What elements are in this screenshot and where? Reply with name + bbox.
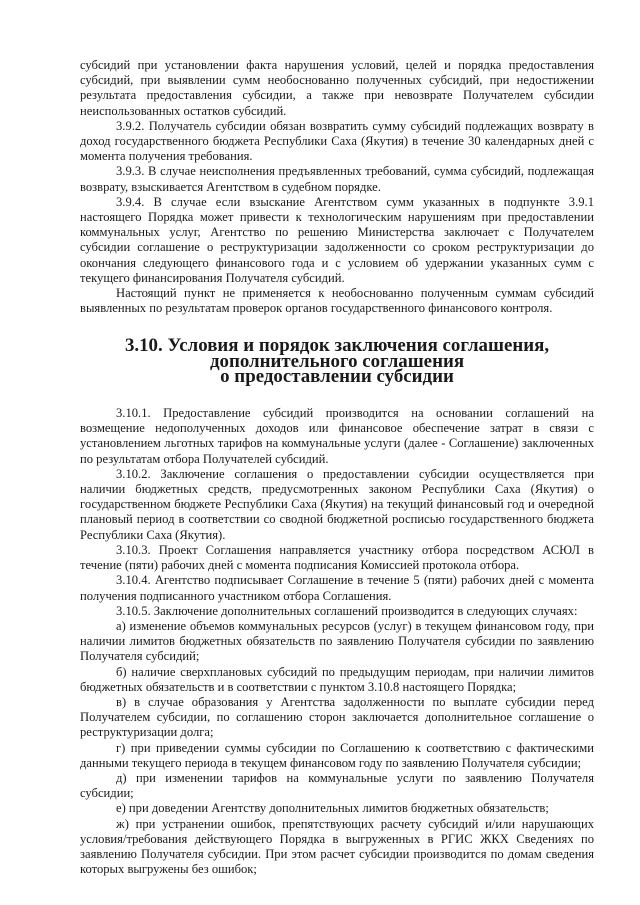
list-item-v: в) в случае образования у Агентства задолженности по выплате субсидии перед Получателем субсидии, по соглашению сторон заключается дополнительное соглашение о реструктуризации долга; [80,694,594,740]
paragraph-3-10-3: 3.10.3. Проект Соглашения направляется участнику отбора посредством АСЮЛ в течение (пяти) рабочих дней с момента подписания Комиссией протокола отбора. [80,542,594,573]
list-item-g: г) при приведении суммы субсидии по Соглашению к соответствию с фактическими данными текущего периода в текущем финансовом году по заявлению Получателя субсидии; [80,740,594,770]
section-3-10 [80,406,594,877]
list-item-a: а) изменение объемов коммунальных ресурсов (услуг) в текущем финансовом году, при наличии лимитов бюджетных обязательств по заявлению Получателя субсидии по заявлению Получателя субсидий; [80,618,594,664]
paragraph-3-10-4: 3.10.4. Агентство подписывает Соглашение в течение 5 (пяти) рабочих дней с момента получения подписанного участником отбора Соглашения. [80,573,594,603]
paragraph-3-9-2: 3.9.2. Получатель субсидии обязан возвратить сумму субсидий подлежащих возврату в доход государственного бюджета Республики Саха (Якутия) в течение 30 календарных дней с момента получения требования. [80,118,594,164]
paragraph-3-9-1-tail: субсидий при установлении факта нарушения условий, целей и порядка предоставления субсидий, при выявлении сумм необоснованно полученных субсидий, при недостижении результата предоставления субсидии, а также при невозврате Получателем субсидии неиспользованных остатков субсидий. [80,58,594,118]
paragraph-3-10-5: 3.10.5. Заключение дополнительных соглашений производится в следующих случаях: [116,603,578,618]
section-heading-3-10 [80,335,594,387]
section-3-9-continuation [80,58,594,316]
paragraph-3-10-2: 3.10.2. Заключение соглашения о предоставлении субсидии осуществляется при наличии бюджетных средств, предусмотренных законом Республики Саха (Якутия) о государственном бюджете Республики Саха (Якутия) на текущий финансовый год и очередной плановый период в соответствии со сводной бюджетной росписью государственного бюджета Республики Саха (Якутия). [80,466,594,542]
paragraph-3-10-1: 3.10.1. Предоставление субсидий производится на основании соглашений на возмещение недополученных доходов или финансовое обеспечение затрат в связи с установлением льготных тарифов на коммунальные услуги (далее - Соглашение) заключенных по результатам отбора Получателей субсидий. [80,406,594,466]
list-item-zh: ж) при устранении ошибок, препятствующих расчету субсидий и/или нарушающих условия/требования действующего Порядка в выгруженных в РГИС ЖКХ Сведениях по заявлению Получателя субсидии. При этом расчет субсидии производится по домам сведения которых выгружены без ошибок; [80,816,594,877]
list-item-e: е) при доведении Агентству дополнительных лимитов бюджетных обязательств; [116,801,549,816]
heading-line-2: о предоставлении субсидии [220,365,454,387]
paragraph-3-9-4-note: Настоящий пункт не применяется к необоснованно полученным суммам субсидий выявленных по результатам проверок органов государственного финансового контроля. [80,286,594,316]
list-item-d: д) при изменении тарифов на коммунальные услуги по заявлению Получателя субсидии; [80,770,594,801]
paragraph-3-9-4: 3.9.4. В случае если взыскание Агентством сумм указанных в подпункте 3.9.1 настоящего Порядка может привести к технологическим нарушениям при предоставлении коммунальных услуг, Агентство по решению Министерства заключает с Получателем субсидии соглашение о реструктуризации задолженности со сроком реструктуризации до окончания следующего финансового года и с условием об удержании указанных сумм с текущего финансирования Получателя субсидий. [80,194,594,285]
heading-line-1: 3.10. Условия и порядок заключения соглашения, дополнительного соглашения [124,335,550,372]
list-item-b: б) наличие сверхплановых субсидий по предыдущим периодам, при наличии лимитов бюджетных обязательств и в соответствии с пунктом 3.10.8 настоящего Порядка; [80,664,594,694]
paragraph-3-9-3: 3.9.3. В случае неисполнения предъявленных требований, сумма субсидий, подлежащая возврату, взыскивается Агентством в судебном порядке. [80,164,594,194]
